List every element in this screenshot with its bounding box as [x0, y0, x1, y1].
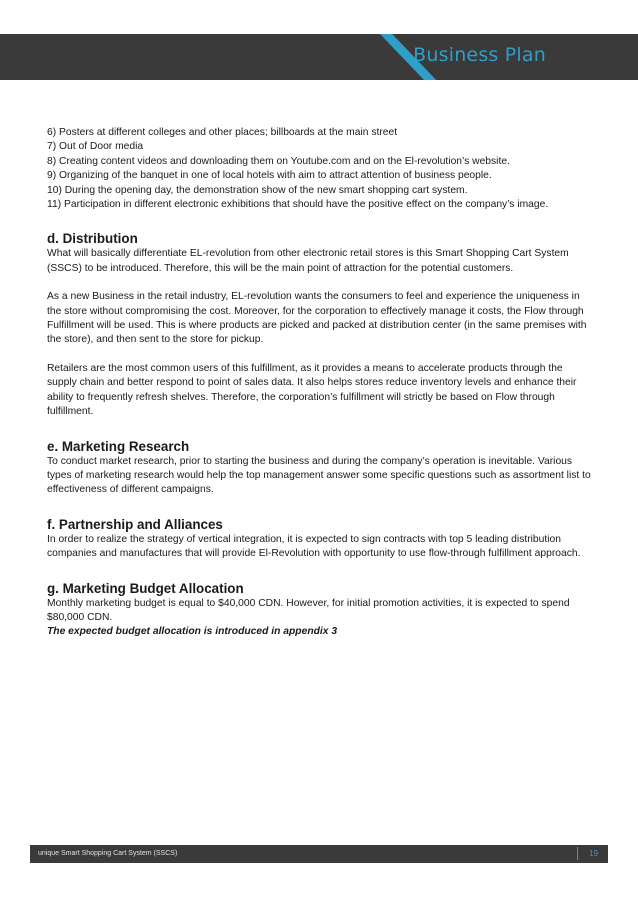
header-title: Business Plan	[413, 44, 546, 66]
footer-text: unique Smart Shopping Cart System (SSCS)	[38, 850, 178, 857]
section-heading-budget: g. Marketing Budget Allocation	[47, 580, 244, 596]
list-item: 10) During the opening day, the demonstration show of the new smart shopping cart system.	[47, 184, 468, 196]
budget-note: The expected budget allocation is introduced in appendix 3	[47, 626, 338, 638]
section-heading-distribution: d. Distribution	[47, 231, 138, 247]
marketing-research-paragraph: To conduct market research, prior to starting the business and during the company’s operation is inevitable. Various types of marketing research would help the top management answer some specific questions such as assortment list to effectiveness of different campaigns.	[47, 455, 591, 496]
distribution-paragraph: What will basically differentiate EL-revolution from other electronic retail stores is this Smart Shopping Cart System (SSCS) to be introduced. Therefore, this will be the main point of attraction for the potential customers.	[47, 248, 569, 274]
page-number: 19	[589, 849, 598, 858]
list-item: 11) Participation in different electronic exhibitions that should have the positive effect on the company’s image.	[47, 199, 549, 211]
list-item: 7) Out of Door media	[47, 141, 144, 153]
list-item: 9) Organizing of the banquet in one of local hotels with aim to attract attention of business people.	[47, 170, 492, 182]
distribution-paragraph: Retailers are the most common users of this fulfillment, as it provides a means to accelerate products through the supply chain and better respond to point of sales data. It also helps stores reduce inventory levels and enhance their ability to frequently refresh shelves. Therefore, the corporation’s fulfillment will strictly be based on Flow through fulfillment.	[47, 362, 577, 418]
document-body	[47, 126, 593, 640]
list-item: 8) Creating content videos and downloading them on Youtube.com and on the El-revolution’s website.	[47, 155, 510, 167]
distribution-paragraph: As a new Business in the retail industry, EL-revolution wants the consumers to feel and experience the uniqueness in the store without compromising the cost. Moreover, for the corporation to effectively manage it costs, the Flow through Fulfillment will be used. This is where products are picked and packed at distribution center (in the same premises with the store), and then sent to the store for pickup.	[47, 291, 587, 346]
section-heading-marketing-research: e. Marketing Research	[47, 438, 190, 454]
list-item: 6) Posters at different colleges and other places; billboards at the main street	[47, 127, 398, 138]
budget-paragraph: Monthly marketing budget is equal to $40,000 CDN. However, for initial promotion activities, it is expected to spend $80,000 CDN.	[47, 597, 570, 623]
partnership-paragraph: In order to realize the strategy of vertical integration, it is expected to sign contracts with top 5 leading distribution companies and manufactures that will provide El-Revolution with opportunity to use flow-through fulfillment approach.	[47, 533, 581, 560]
footer-band	[30, 845, 608, 863]
section-heading-partnership: f. Partnership and Alliances	[47, 516, 223, 532]
footer-separator	[577, 847, 578, 860]
